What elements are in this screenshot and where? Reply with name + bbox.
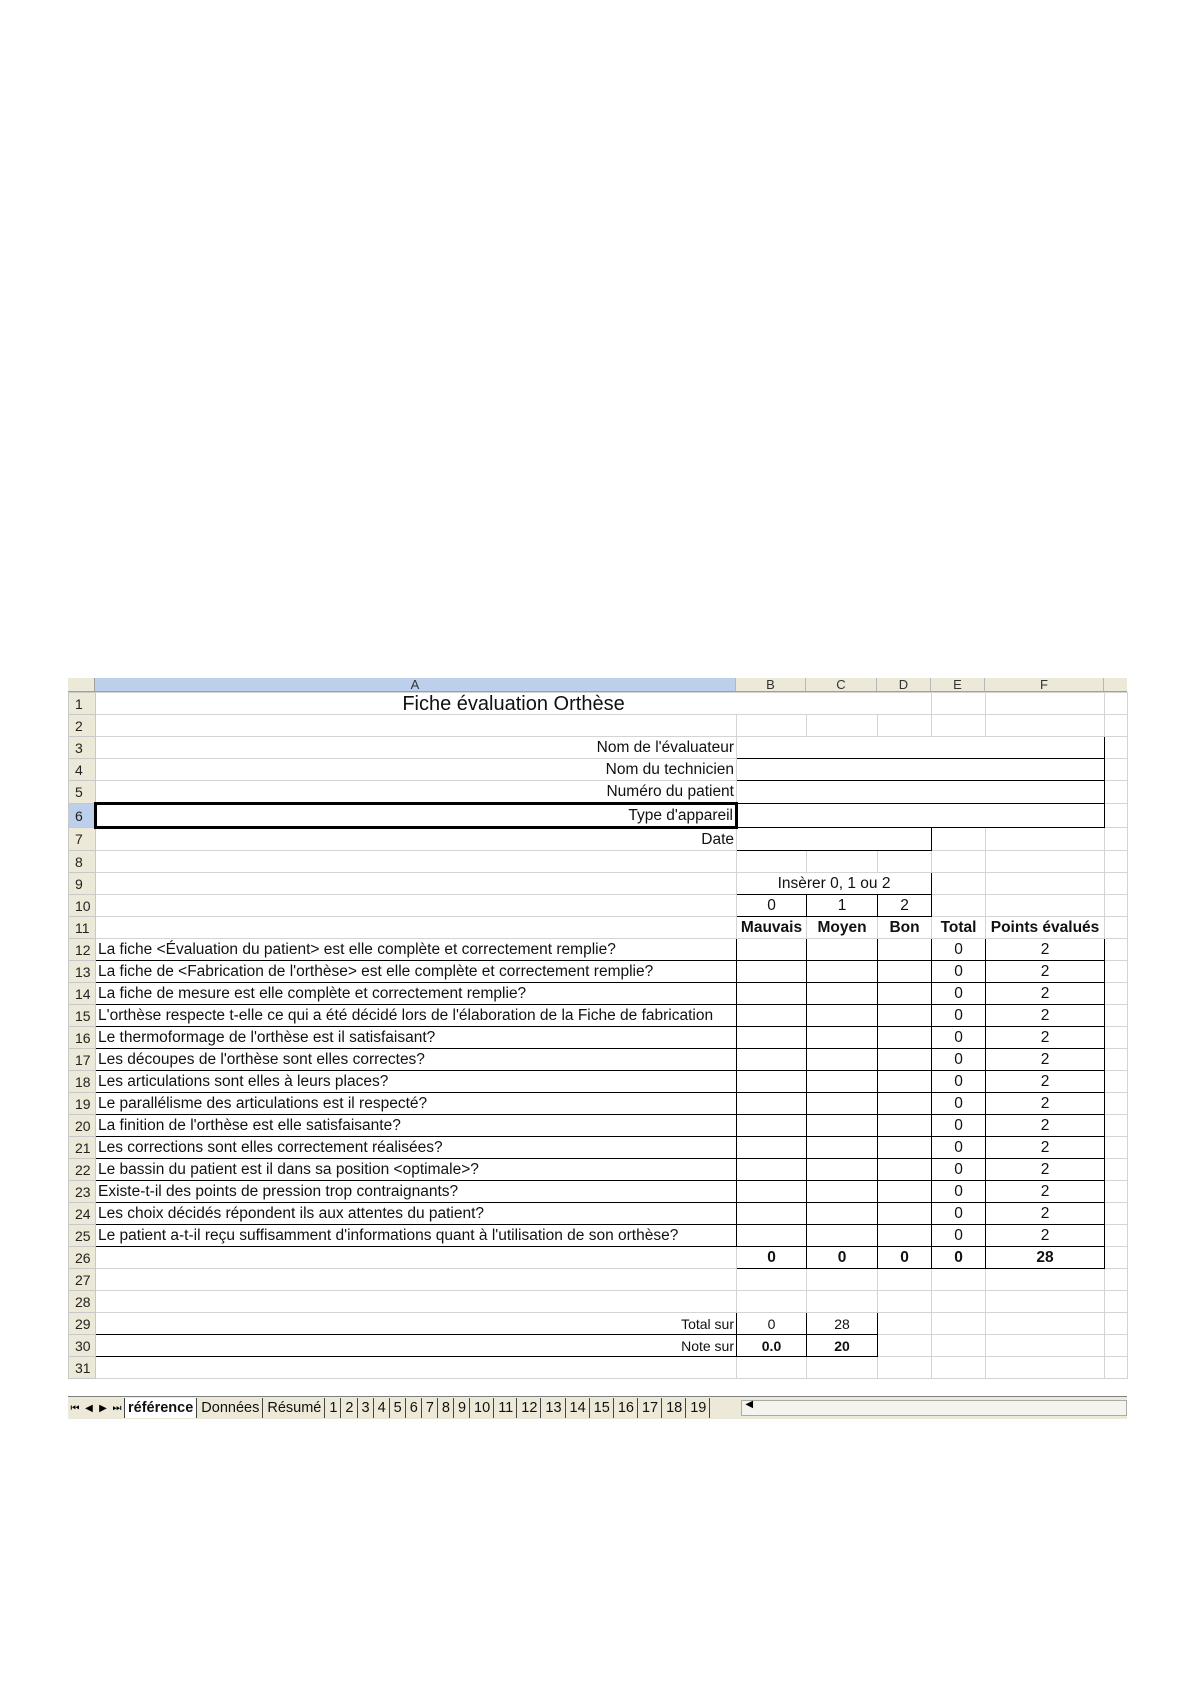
sheet-tab[interactable]: 19 [687,1398,710,1418]
question-total[interactable]: 0 [932,1203,986,1225]
row-header[interactable]: 18 [69,1071,96,1093]
score-mauvais-input[interactable] [737,1203,807,1225]
question-points[interactable]: 2 [986,939,1105,961]
score-bon-input[interactable] [878,961,932,983]
cell[interactable] [737,851,807,873]
row-header[interactable]: 30 [69,1335,96,1357]
row-header[interactable]: 15 [69,1005,96,1027]
score-moyen-input[interactable] [807,1115,878,1137]
row-header[interactable]: 9 [69,873,96,895]
cell[interactable] [96,1357,737,1379]
score-moyen-input[interactable] [807,1203,878,1225]
cell[interactable] [1105,693,1128,715]
question-text[interactable]: Le parallélisme des articulations est il respecté? [96,1093,737,1115]
question-total[interactable]: 0 [932,1005,986,1027]
question-points[interactable]: 2 [986,1093,1105,1115]
score-moyen-input[interactable] [807,1005,878,1027]
column-header-d[interactable]: D [877,678,931,691]
question-text[interactable]: Le patient a-t-il reçu suffisamment d'informations quant à l'utilisation de son orthèse? [96,1225,737,1247]
cell[interactable] [932,895,986,917]
cell[interactable] [878,851,932,873]
score-bon-input[interactable] [878,1225,932,1247]
sheet-tab[interactable]: 8 [439,1398,454,1418]
row-header[interactable]: 21 [69,1137,96,1159]
question-total[interactable]: 0 [932,1225,986,1247]
scale-value[interactable]: 2 [878,895,932,917]
question-points[interactable]: 2 [986,1137,1105,1159]
row-header[interactable]: 13 [69,961,96,983]
score-bon-input[interactable] [878,1203,932,1225]
cell[interactable] [932,851,986,873]
patient-number-input[interactable] [737,781,1105,804]
cell[interactable] [1105,1335,1128,1357]
cell[interactable] [878,715,932,737]
question-total[interactable]: 0 [932,983,986,1005]
row-header[interactable]: 2 [69,715,96,737]
cell[interactable] [986,851,1105,873]
cell[interactable] [1105,1269,1128,1291]
score-moyen-input[interactable] [807,939,878,961]
row-header[interactable]: 23 [69,1181,96,1203]
question-points[interactable]: 2 [986,1071,1105,1093]
row-header[interactable]: 24 [69,1203,96,1225]
row-header[interactable]: 25 [69,1225,96,1247]
sheet-tab[interactable]: 4 [375,1398,390,1418]
score-bon-input[interactable] [878,1027,932,1049]
row-header[interactable]: 10 [69,895,96,917]
score-mauvais-input[interactable] [737,1159,807,1181]
score-mauvais-input[interactable] [737,1115,807,1137]
cell[interactable] [807,715,878,737]
cell[interactable] [96,1269,737,1291]
question-points[interactable]: 2 [986,1005,1105,1027]
cell[interactable] [1105,1027,1128,1049]
score-bon-input[interactable] [878,939,932,961]
cell[interactable] [1105,804,1128,828]
cell[interactable] [807,1269,878,1291]
cell[interactable] [1105,1291,1128,1313]
summary-value[interactable]: 0 [737,1313,807,1335]
cell[interactable] [1105,1071,1128,1093]
column-header-bar [68,678,1127,692]
question-points[interactable]: 2 [986,1159,1105,1181]
score-mauvais-input[interactable] [737,1181,807,1203]
summary-label[interactable]: Note sur [96,1335,737,1357]
sheet-tab[interactable]: 13 [542,1398,565,1418]
last-sheet-icon[interactable]: ⏭ [112,1402,122,1414]
score-mauvais-input[interactable] [737,1137,807,1159]
column-header-b[interactable]: B [736,678,806,691]
question-points[interactable]: 2 [986,1181,1105,1203]
cell[interactable] [1105,961,1128,983]
info-label: Nom de l'évaluateur [96,737,737,759]
cell[interactable] [1105,1093,1128,1115]
score-moyen-input[interactable] [807,1225,878,1247]
question-text[interactable]: Existe-t-il des points de pression trop contraignants? [96,1181,737,1203]
question-text[interactable]: La fiche de mesure est elle complète et correctement remplie? [96,983,737,1005]
cell[interactable] [1105,737,1128,759]
row-header[interactable]: 11 [69,917,96,939]
cell[interactable] [878,1335,932,1357]
score-mauvais-input[interactable] [737,1225,807,1247]
question-points[interactable]: 2 [986,1225,1105,1247]
column-header-c[interactable]: C [806,678,877,691]
info-label: Date [96,828,737,851]
row-header[interactable]: 22 [69,1159,96,1181]
cell[interactable] [878,1291,932,1313]
cell[interactable] [986,693,1105,715]
row-header[interactable]: 7 [69,828,96,851]
scale-value[interactable]: 1 [807,895,878,917]
question-text[interactable]: Le thermoformage de l'orthèse est il satisfaisant? [96,1027,737,1049]
cell[interactable] [1105,828,1128,851]
row-header[interactable]: 16 [69,1027,96,1049]
score-bon-input[interactable] [878,1159,932,1181]
cell[interactable] [96,851,737,873]
question-text[interactable]: Le bassin du patient est il dans sa position <optimale>? [96,1159,737,1181]
sheet-tab[interactable]: Résumé [264,1398,325,1418]
cell[interactable] [986,1291,1105,1313]
row-header[interactable]: 27 [69,1269,96,1291]
column-header-a[interactable]: A [95,678,736,691]
question-text[interactable]: Les articulations sont elles à leurs places? [96,1071,737,1093]
column-header-f[interactable]: F [985,678,1104,691]
cell[interactable] [1105,781,1128,804]
header-mauvais[interactable]: Mauvais [737,917,807,939]
cell[interactable] [1105,1137,1128,1159]
cell[interactable] [737,715,807,737]
cell[interactable] [1105,917,1128,939]
score-mauvais-input[interactable] [737,939,807,961]
score-mauvais-input[interactable] [737,983,807,1005]
sheet-tab[interactable]: 14 [567,1398,590,1418]
score-bon-input[interactable] [878,1181,932,1203]
question-total[interactable]: 0 [932,1071,986,1093]
score-bon-input[interactable] [878,983,932,1005]
column-header-e[interactable]: E [931,678,985,691]
cell[interactable] [932,1269,986,1291]
summary-max[interactable]: 28 [807,1313,878,1335]
score-moyen-input[interactable] [807,1137,878,1159]
row-header[interactable]: 14 [69,983,96,1005]
sum-total[interactable]: 0 [932,1247,986,1269]
cell[interactable] [807,1291,878,1313]
question-total[interactable]: 0 [932,939,986,961]
cell[interactable] [807,1357,878,1379]
question-points[interactable]: 2 [986,983,1105,1005]
score-moyen-input[interactable] [807,1093,878,1115]
question-points[interactable]: 2 [986,1049,1105,1071]
cell[interactable] [1105,983,1128,1005]
next-sheet-icon[interactable]: ▶ [99,1402,107,1414]
score-mauvais-input[interactable] [737,1071,807,1093]
cell[interactable] [932,693,986,715]
cell[interactable] [96,1291,737,1313]
cell-grid [68,692,1128,1379]
score-moyen-input[interactable] [807,961,878,983]
info-label: Numéro du patient [96,781,737,804]
cell[interactable] [1105,939,1128,961]
score-mauvais-input[interactable] [737,1093,807,1115]
header-total[interactable]: Total [932,917,986,939]
cell[interactable] [1105,1313,1128,1335]
info-label: Nom du technicien [96,759,737,781]
row-header[interactable]: 28 [69,1291,96,1313]
question-points[interactable]: 2 [986,961,1105,983]
question-text[interactable]: Les découpes de l'orthèse sont elles correctes? [96,1049,737,1071]
row-header[interactable]: 1 [69,693,96,715]
question-total[interactable]: 0 [932,1181,986,1203]
cell[interactable] [986,1357,1105,1379]
row-header[interactable]: 3 [69,737,96,759]
row-header[interactable]: 8 [69,851,96,873]
select-all-corner[interactable] [68,678,95,691]
score-moyen-input[interactable] [807,1049,878,1071]
row-header[interactable]: 31 [69,1357,96,1379]
active-cell[interactable]: Type d'appareil [96,804,737,828]
summary-value[interactable]: 0.0 [737,1335,807,1357]
score-mauvais-input[interactable] [737,1027,807,1049]
sheet-tab[interactable]: 6 [407,1398,422,1418]
score-bon-input[interactable] [878,1093,932,1115]
sheet-tab[interactable]: 17 [639,1398,662,1418]
technician-name-input[interactable] [737,759,1105,781]
cell[interactable] [932,1357,986,1379]
cell[interactable] [932,1335,986,1357]
sum-bon[interactable]: 0 [878,1247,932,1269]
scroll-left-icon[interactable]: ◀ [745,1399,754,1410]
cell[interactable] [878,1357,932,1379]
cell[interactable] [1105,715,1128,737]
cell[interactable] [878,1313,932,1335]
question-text[interactable]: Les choix décidés répondent ils aux attentes du patient? [96,1203,737,1225]
cell[interactable] [986,828,1105,851]
row-header[interactable]: 5 [69,781,96,804]
score-bon-input[interactable] [878,1005,932,1027]
sheet-tab[interactable]: 3 [359,1398,374,1418]
score-moyen-input[interactable] [807,1181,878,1203]
header-points[interactable]: Points évalués [986,917,1105,939]
cell[interactable] [932,1313,986,1335]
question-text[interactable]: Les corrections sont elles correctement réalisées? [96,1137,737,1159]
question-total[interactable]: 0 [932,1027,986,1049]
sheet-tab[interactable]: 5 [391,1398,406,1418]
sheet-tab-bar [68,1396,1127,1419]
question-points[interactable]: 2 [986,1203,1105,1225]
device-type-input[interactable] [737,804,1105,828]
cell[interactable] [737,1291,807,1313]
row-header[interactable]: 12 [69,939,96,961]
question-text[interactable]: L'orthèse respecte t-elle ce qui a été décidé lors de l'élaboration de la Fiche de fabrication [96,1005,737,1027]
horizontal-scrollbar[interactable] [741,1400,1127,1416]
cell[interactable] [1105,1049,1128,1071]
sheet-tab[interactable]: 11 [495,1398,517,1418]
question-total[interactable]: 0 [932,1049,986,1071]
sheet-tab[interactable]: 12 [518,1398,541,1418]
cell[interactable] [986,1313,1105,1335]
score-mauvais-input[interactable] [737,1005,807,1027]
sum-points[interactable]: 28 [986,1247,1105,1269]
row-header[interactable]: 4 [69,759,96,781]
question-total[interactable]: 0 [932,1137,986,1159]
cell[interactable] [1105,851,1128,873]
sheet-tabs [124,1398,711,1418]
sheet-tab[interactable]: 15 [591,1398,614,1418]
sheet-title[interactable]: Fiche évaluation Orthèse [96,693,932,715]
row-header[interactable]: 19 [69,1093,96,1115]
cell[interactable] [1105,1247,1128,1269]
cell[interactable] [932,1291,986,1313]
question-text[interactable]: La fiche de <Fabrication de l'orthèse> est elle complète et correctement remplie? [96,961,737,983]
row-header[interactable]: 26 [69,1247,96,1269]
cell[interactable] [932,715,986,737]
evaluator-name-input[interactable] [737,737,1105,759]
cell[interactable] [1105,895,1128,917]
scale-value[interactable]: 0 [737,895,807,917]
cell[interactable] [737,1357,807,1379]
question-text[interactable]: La finition de l'orthèse est elle satisfaisante? [96,1115,737,1137]
sheet-tab[interactable]: référence [124,1398,197,1418]
cell[interactable] [1105,759,1128,781]
instruction-cell[interactable]: Insèrer 0, 1 ou 2 [737,873,932,895]
sheet-tab[interactable]: 2 [342,1398,357,1418]
cell[interactable] [986,895,1105,917]
cell[interactable] [1105,1159,1128,1181]
cell[interactable] [1105,1225,1128,1247]
cell[interactable] [96,917,737,939]
date-input[interactable] [737,828,932,851]
question-points[interactable]: 2 [986,1027,1105,1049]
sheet-tab[interactable]: 9 [455,1398,470,1418]
cell[interactable] [986,1335,1105,1357]
cell[interactable] [932,828,986,851]
cell[interactable] [96,895,737,917]
row-header[interactable]: 17 [69,1049,96,1071]
row-header[interactable]: 29 [69,1313,96,1335]
cell[interactable] [1105,1357,1128,1379]
cell[interactable] [878,1269,932,1291]
summary-label[interactable]: Total sur [96,1313,737,1335]
score-moyen-input[interactable] [807,1159,878,1181]
sheet-tab[interactable]: Données [198,1398,263,1418]
score-mauvais-input[interactable] [737,1049,807,1071]
question-text[interactable]: La fiche <Évaluation du patient> est elle complète et correctement remplie? [96,939,737,961]
cell[interactable] [986,873,1105,895]
score-bon-input[interactable] [878,1115,932,1137]
sheet-tab[interactable]: 1 [326,1398,341,1418]
sum-moyen[interactable]: 0 [807,1247,878,1269]
cell[interactable] [932,873,986,895]
score-moyen-input[interactable] [807,1071,878,1093]
sheet-tab[interactable]: 16 [615,1398,638,1418]
cell[interactable] [986,1269,1105,1291]
score-moyen-input[interactable] [807,983,878,1005]
question-total[interactable]: 0 [932,961,986,983]
first-sheet-icon[interactable]: ⏮ [70,1402,80,1414]
score-mauvais-input[interactable] [737,961,807,983]
cell[interactable] [986,715,1105,737]
cell[interactable] [96,1247,737,1269]
question-total[interactable]: 0 [932,1159,986,1181]
cell[interactable] [96,715,737,737]
cell[interactable] [1105,1115,1128,1137]
cell[interactable] [1105,1203,1128,1225]
summary-max[interactable]: 20 [807,1335,878,1357]
score-bon-input[interactable] [878,1137,932,1159]
spreadsheet [68,678,1127,1379]
question-points[interactable]: 2 [986,1115,1105,1137]
cell[interactable] [807,851,878,873]
question-total[interactable]: 0 [932,1093,986,1115]
score-bon-input[interactable] [878,1071,932,1093]
cell[interactable] [1105,873,1128,895]
row-header-selected[interactable]: 6 [69,804,96,828]
row-header[interactable]: 20 [69,1115,96,1137]
score-bon-input[interactable] [878,1049,932,1071]
cell[interactable] [737,1269,807,1291]
sheet-tab[interactable]: 10 [471,1398,494,1418]
cell[interactable] [1105,1181,1128,1203]
sheet-tab[interactable]: 7 [423,1398,438,1418]
question-total[interactable]: 0 [932,1115,986,1137]
header-moyen[interactable]: Moyen [807,917,878,939]
score-moyen-input[interactable] [807,1027,878,1049]
prev-sheet-icon[interactable]: ◀ [85,1402,93,1414]
cell[interactable] [1105,1005,1128,1027]
header-bon[interactable]: Bon [878,917,932,939]
sum-mauvais[interactable]: 0 [737,1247,807,1269]
cell[interactable] [96,873,737,895]
sheet-tab[interactable]: 18 [663,1398,686,1418]
